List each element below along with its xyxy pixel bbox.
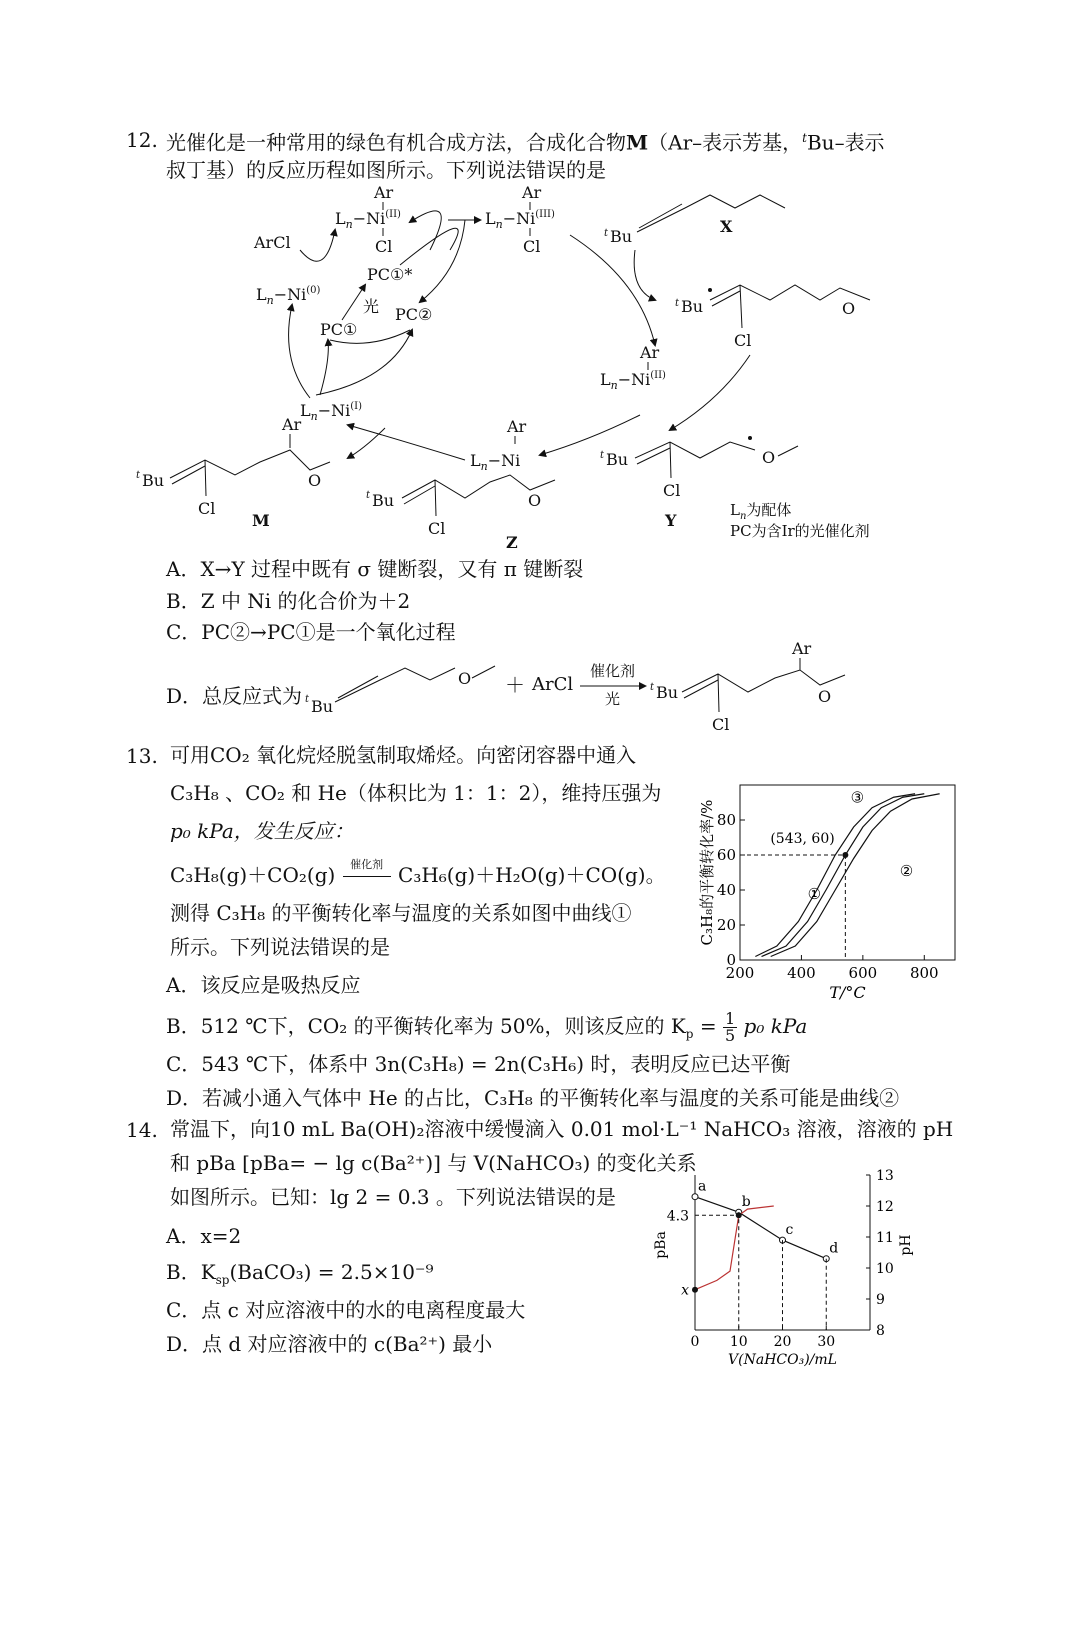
- q12-mechanism-diagram: [130, 180, 930, 550]
- q12-option-a: A．X→Y 过程中既有 σ 键断裂，又有 π 键断裂: [166, 557, 584, 581]
- q12-option-b: B．Z 中 Ni 的化合价为＋2: [166, 589, 411, 613]
- svg-text:Bu: Bu: [656, 683, 679, 702]
- ni3-cl-label: Cl: [523, 237, 541, 256]
- svg-text:t: t: [600, 450, 605, 461]
- ni2-cl-label: Cl: [375, 237, 393, 256]
- svg-text:t: t: [305, 694, 310, 705]
- ph-point-label: d: [829, 1240, 839, 1257]
- y-axis-label: C₃H₈的平衡转化率/%: [698, 799, 716, 946]
- ni2b-ln: $L_n-Ni^{(II)}$: [600, 370, 666, 392]
- q13-line3: p₀ kPa，发生反应：: [170, 819, 354, 843]
- svg-text:O: O: [308, 471, 322, 490]
- ph-point-label: b: [741, 1194, 751, 1211]
- m-cl: Cl: [198, 499, 216, 518]
- q14-option-a: A．x=2: [166, 1224, 242, 1248]
- ni0-ln: $L_n-Ni^{(0)}$: [256, 285, 321, 307]
- y-cl: Cl: [663, 481, 681, 500]
- q13-option-d: D．若减小通入气体中 He 的占比，C₃H₈ 的平衡转化率与温度的关系可能是曲线②: [166, 1086, 900, 1110]
- ni2-ar-label: Ar: [374, 183, 394, 202]
- x-tick-label: 10: [729, 1334, 748, 1350]
- right-tick-label: 11: [876, 1230, 894, 1246]
- q14-line2: 和 pBa [pBa= − lg c(Ba²⁺)] 与 V(NaHCO₃) 的变化关系: [170, 1151, 697, 1175]
- svg-text:t: t: [366, 490, 371, 501]
- svg-text:t: t: [675, 298, 680, 309]
- x-tick-label: 200: [725, 964, 755, 982]
- pba-point-x: [692, 1287, 698, 1293]
- y-tick-label: 20: [716, 916, 736, 934]
- x-t: t: [604, 228, 609, 239]
- z-bu: Bu: [372, 491, 395, 510]
- q14-line3: 如图所示。已知：lg 2 = 0.3 。下列说法错误的是: [170, 1185, 616, 1209]
- svg-text:O: O: [842, 299, 856, 318]
- left-axis-label: pBa: [653, 1231, 669, 1259]
- svg-text:＋: ＋: [505, 673, 525, 697]
- m-label: M: [252, 511, 270, 530]
- y-tick-label: 40: [716, 881, 736, 899]
- note-ln: $L_n$为配体: [730, 501, 792, 522]
- right-tick-label: 12: [876, 1199, 894, 1215]
- x-tick-label: 20: [773, 1334, 792, 1350]
- ni2-ln: $L_n-Ni^{(II)}$: [335, 209, 401, 231]
- svg-text:O: O: [818, 687, 832, 706]
- q12-number: 12.: [126, 128, 158, 152]
- svg-text:光: 光: [605, 690, 621, 708]
- svg-text:O: O: [762, 448, 776, 467]
- q13-line1: 可用CO₂ 氧化烷烃脱氢制取烯烃。向密闭容器中通入: [170, 743, 637, 767]
- note-pc: PC为含Ir的光催化剂: [730, 522, 870, 540]
- arcl-label: ArCl: [254, 233, 291, 252]
- radical-bu: Bu: [681, 297, 704, 316]
- x-axis-label: V(NaHCO₃)/mL: [728, 1352, 837, 1368]
- z-label: Z: [506, 533, 518, 552]
- q13-chart: [700, 770, 970, 1000]
- series-label-3: ③: [850, 788, 865, 807]
- ph-point-label: c: [785, 1222, 794, 1239]
- pba-mark-x: x: [681, 1282, 689, 1299]
- svg-text:Ar: Ar: [792, 639, 812, 658]
- q12-stem-line2: 叔丁基）的反应历程如图所示。下列说法错误的是: [166, 158, 606, 182]
- svg-text:Cl: Cl: [712, 715, 730, 734]
- q13-line6: 所示。下列说法错误的是: [170, 935, 390, 959]
- svg-text:t: t: [650, 682, 655, 693]
- y-tick-label: 0: [726, 951, 736, 969]
- annotation-point: [842, 852, 848, 858]
- x-axis-label: T/°C: [829, 983, 866, 1002]
- q13-option-b: B．512 ℃下，CO₂ 的平衡转化率为 50%，则该反应的 $K_p$ = $\frac{1}{5}$ p₀ kPa: [166, 1009, 808, 1045]
- q13-equation: C₃H₈(g)＋CO₂(g) 催化剂 C₃H₆(g)＋H₂O(g)＋CO(g)。: [170, 858, 666, 887]
- q13-line2: C₃H₈ 、CO₂ 和 He（体积比为 1：1：2），维持压强为: [170, 781, 662, 805]
- svg-text:催化剂: 催化剂: [590, 662, 636, 680]
- series-label-1: ①: [807, 884, 822, 903]
- x-tick-label: 30: [817, 1334, 836, 1350]
- svg-text:ArCl: ArCl: [532, 674, 574, 695]
- ni3-ln: $L_n-Ni^{(III)}$: [485, 209, 555, 231]
- plot-frame: [740, 785, 955, 960]
- pc1-star-label: PC①*: [367, 265, 413, 284]
- right-axis-label: pH: [898, 1234, 914, 1256]
- svg-text:t: t: [136, 470, 141, 481]
- ni3-ar-label: Ar: [522, 183, 542, 202]
- q13-line5: 测得 C₃H₈ 的平衡转化率与温度的关系如图中曲线①: [170, 901, 632, 925]
- y-tick-label: 80: [716, 811, 736, 829]
- q14-option-c: C．点 c 对应溶液中的水的电离程度最大: [166, 1298, 526, 1322]
- q14-chart: [653, 1160, 970, 1390]
- x-bu: Bu: [610, 227, 633, 246]
- q13-option-a: A．该反应是吸热反应: [166, 973, 361, 997]
- x-tick-label: 800: [909, 964, 939, 982]
- q14-option-d: D．点 d 对应溶液中的 c(Ba²⁺) 最小: [166, 1332, 493, 1356]
- ni2b-ar: Ar: [640, 343, 660, 362]
- y-label: Y: [665, 511, 677, 530]
- series-line-3: [755, 794, 915, 957]
- right-tick-label: 10: [876, 1261, 894, 1277]
- annotation-label: (543, 60): [770, 831, 835, 847]
- q14-option-b: B．$K_{sp}(BaCO_3) = 2.5\times 10^{-9}$: [166, 1260, 434, 1287]
- q14-number: 14.: [126, 1118, 158, 1142]
- svg-text:Bu: Bu: [311, 697, 334, 716]
- x-tick-label: 0: [690, 1334, 700, 1350]
- x-tick-label: 600: [848, 964, 878, 982]
- x-tick-label: 400: [787, 964, 816, 982]
- pba-mark-43: 4.3: [666, 1208, 689, 1225]
- series-label-2: ②: [899, 862, 914, 880]
- light-label: 光: [363, 297, 380, 316]
- pc1-label: PC①: [320, 320, 358, 339]
- pc2-label: PC②: [395, 305, 433, 324]
- x-label: X: [720, 217, 733, 236]
- ph-point-label: a: [698, 1178, 707, 1195]
- ni1-ln: $L_n-Ni^{(I)}$: [300, 401, 363, 423]
- q12-option-d-prefix: D．总反应式为: [166, 684, 303, 708]
- right-tick-label: 13: [876, 1168, 894, 1184]
- right-tick-label: 9: [876, 1292, 885, 1308]
- svg-text:O: O: [528, 491, 542, 510]
- q12-stem-line1: 光催化是一种常用的绿色有机合成方法，合成化合物M（Ar–表示芳基，$^t$Bu–表示: [166, 130, 885, 155]
- y-tick-label: 60: [716, 846, 736, 864]
- q13-number: 13.: [126, 744, 158, 768]
- z-ln: $L_n-Ni$: [470, 451, 521, 473]
- ph-line: [695, 1197, 826, 1259]
- y-bu: Bu: [606, 450, 629, 469]
- q14-line1: 常温下，向10 mL Ba(OH)₂溶液中缓慢滴入 0.01 mol·L⁻¹ NaHCO₃ 溶液，溶液的 pH: [170, 1117, 954, 1141]
- m-ar: Ar: [282, 415, 302, 434]
- right-tick-label: 8: [876, 1323, 885, 1339]
- pba-curve: [695, 1206, 774, 1290]
- series-line-2: [771, 794, 940, 957]
- m-bu: Bu: [142, 471, 165, 490]
- q12-option-d-equation: [300, 640, 940, 740]
- q12-option-c: C．PC②→PC①是一个氧化过程: [166, 620, 456, 644]
- svg-text:O: O: [458, 669, 472, 688]
- z-ar: Ar: [507, 417, 527, 436]
- q13-option-c: C．543 ℃下，体系中 3n(C₃H₈) = 2n(C₃H₆) 时，表明反应已达平衡: [166, 1052, 791, 1076]
- z-cl: Cl: [428, 519, 446, 538]
- radical-cl: Cl: [734, 331, 752, 350]
